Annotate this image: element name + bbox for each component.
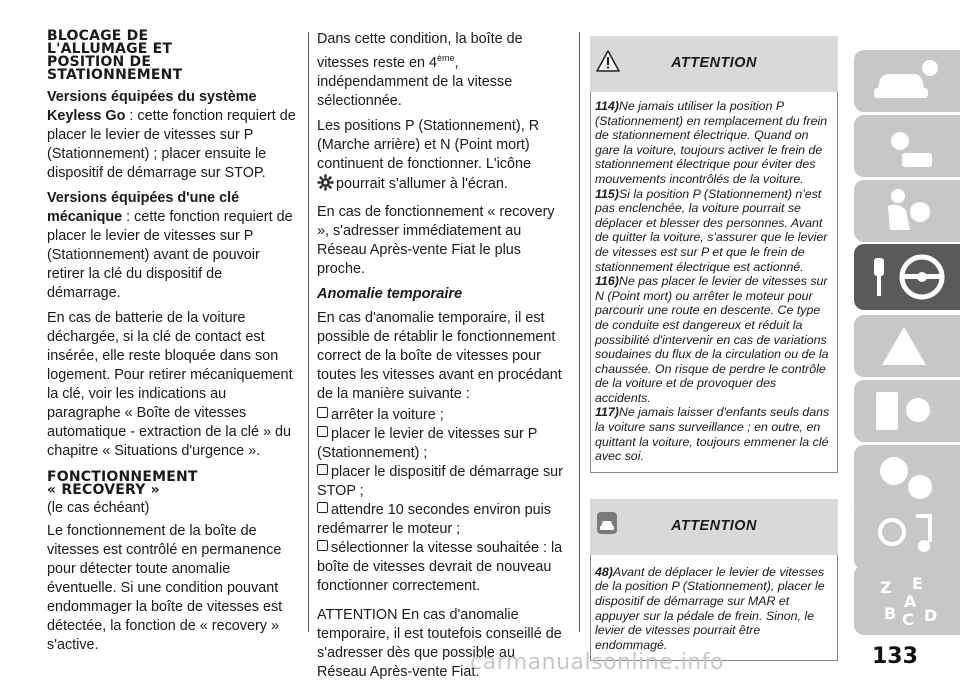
paragraph-temporary-anomaly: En cas d'anomalie temporaire, il est possible de rétablir le fonctionnement correct de la boîte de vitesses pour toutes les vitesses avant en procédant de la manière suivante : xyxy=(317,309,562,402)
warning-box-attention-1 xyxy=(590,36,838,473)
warning-item: 116)Ne pas placer le levier de vitesses sur N (Point mort) ou arrêter le moteur pour parcourir une route en descente. Ce type de conduite est dangereux et réduit la possibilité d'intervenir en cas de variations soudaines du flux de la circulation ou de la chaussée. On risque de perdre le contrôle de la voiture et de provoquer des accidents. xyxy=(595,274,829,405)
hazard-triangle-icon xyxy=(874,323,944,369)
warning-header xyxy=(590,36,838,92)
tab-multimedia[interactable] xyxy=(854,500,960,570)
gearbox-warning-icon xyxy=(317,174,334,197)
column-divider xyxy=(308,32,309,632)
paragraph-recovery: Le fonctionnement de la boîte de vitesses est contrôlé en permanence pour détecter toute anomalie éventuelle. Si une condition pouvant endommager la boîte de vitesses est détectée, la fonction de « recovery » s'active. xyxy=(47,523,283,653)
checkbox-bullet-icon xyxy=(317,540,328,551)
tab-emergency[interactable] xyxy=(854,315,960,377)
gears-icon xyxy=(872,451,942,507)
tab-vehicle-overview[interactable] xyxy=(854,50,960,112)
paragraph-attention-note: ATTENTION En cas d'anomalie temporaire, il est toutefois conseillé de s'adresser dès que possible au Réseau Après-vente Fiat. xyxy=(317,606,562,680)
tab-maintenance[interactable] xyxy=(854,380,960,442)
list-item: attendre 10 secondes environ puis redémarrer le moteur ; xyxy=(317,501,552,537)
tab-dashboard-lights[interactable] xyxy=(854,115,960,177)
section-heading-recovery: FONCTIONNEMENT « RECOVERY » xyxy=(47,469,198,498)
svg-text:A: A xyxy=(904,592,917,611)
page-number: 133 xyxy=(872,644,918,669)
warning-title: ATTENTION xyxy=(671,55,757,71)
warning-item: 117)Ne jamais laisser d'enfants seuls dans la voiture sans surveillance ; en outre, en quittant la voiture, toujours emmener la clé avec soi. xyxy=(595,405,830,464)
car-info-icon xyxy=(870,58,940,104)
paragraph-keyless-go: Versions équipées du système Keyless Go : cette fonction requiert de placer le levier de vitesses sur P (Stationnement) ; placer ensuite le dispositif de démarrage sur STOP. xyxy=(47,89,296,181)
column-left xyxy=(47,30,297,661)
column-right xyxy=(590,36,838,661)
svg-text:Z: Z xyxy=(880,578,892,597)
column-middle xyxy=(317,30,565,688)
list-item: arrêter la voiture ; xyxy=(317,406,565,425)
multimedia-icon xyxy=(872,508,942,562)
tab-index[interactable] xyxy=(854,565,960,635)
warning-title: ATTENTION xyxy=(671,517,757,534)
paragraph-recovery-contact: En cas de fonctionnement « recovery », s'adresser immédiatement au Réseau Après-vente Fiat le plus proche. xyxy=(317,203,555,277)
airbag-seatbelt-icon xyxy=(876,186,936,236)
warning-box-attention-2 xyxy=(590,499,838,662)
tab-starting-driving[interactable] xyxy=(854,244,960,310)
warning-body xyxy=(590,555,838,662)
list-item: sélectionner la vitesse souhaitée : la boîte de vitesses devrait de nouveau fonctionner correctement. xyxy=(317,539,563,594)
checkbox-bullet-icon xyxy=(317,426,328,437)
warning-body xyxy=(590,92,838,473)
svg-text:B: B xyxy=(884,604,897,623)
svg-text:E: E xyxy=(912,575,923,593)
warning-header xyxy=(590,499,838,555)
watermark: carmanualsonline.info xyxy=(470,650,724,675)
chapter-tabs xyxy=(854,0,960,678)
paragraph-battery: En cas de batterie de la voiture déchargée, si la clé de contact est insérée, elle reste bloquée dans son logement. Pour retirer mécaniquement la clé, voir les indications au paragraphe « Boîte de vitesses automatique - extraction de la clé » du chapitre « Situations d'urgence ». xyxy=(47,310,293,459)
paragraph-mechanical-key: Versions équipées d'une clé mécanique : cette fonction requiert de placer le levier de vitesses sur P (Stationnement) avant de pouvoir retirer la clé du dispositif de démarrage. xyxy=(47,190,293,301)
svg-text:D: D xyxy=(924,606,938,625)
section-heading-ignition-lock: BLOCAGE DE L'ALLUMAGE ET POSITION DE STATIONNEMENT xyxy=(47,28,183,83)
warning-item: 48)Avant de déplacer le levier de vitesses de la position P (Stationnement), placer le dispositif de démarrage sur MAR et appuyer sur la pédale de frein. Sinon, le levier de vitesses pourrait être endommagé. xyxy=(595,564,825,652)
tab-safety[interactable] xyxy=(854,180,960,242)
warning-lights-icon xyxy=(872,123,942,169)
subheading-if-equipped: (le cas échéant) xyxy=(47,500,150,516)
checkbox-bullet-icon xyxy=(317,464,328,475)
paragraph-fourth-gear: Dans cette condition, la boîte de vitesses reste en 4ème, indépendamment de la vitesse sélectionnée. xyxy=(317,31,523,109)
maintenance-icon xyxy=(872,386,942,436)
list-item: placer le levier de vitesses sur P (Stationnement) ; xyxy=(317,425,538,461)
paragraph-positions: Les positions P (Stationnement), R (Marche arrière) et N (Point mort) continuent de fonctionner. L'icône pourrait s'allumer à l'écran. xyxy=(317,117,565,197)
checkbox-bullet-icon xyxy=(317,407,328,418)
list-item: placer le dispositif de démarrage sur STOP ; xyxy=(317,463,563,499)
warning-item: 115)Si la position P (Stationnement) n'est pas enclenchée, la voiture pourrait se déplacer et blesser des personnes. Avant de quitter la voiture, s'assurer que le levier de vitesses est sur P et que le frein de stationnement électrique est actionné. xyxy=(595,186,828,274)
svg-text:C: C xyxy=(902,610,914,627)
steering-wheel-key-icon xyxy=(870,252,950,302)
column-divider xyxy=(579,32,580,632)
alphabetical-index-icon xyxy=(876,575,946,627)
checkbox-bullet-icon xyxy=(317,502,328,513)
warning-item: 114)Ne jamais utiliser la position P (Stationnement) en remplacement du frein de stationnement électrique. Quand on gare la voiture, toujours activer le frein de stationnement électrique pour éviter des mouvements incontrôlés de la voiture. xyxy=(595,99,828,186)
procedure-list xyxy=(317,406,565,596)
subheading-temporary-anomaly: Anomalie temporaire xyxy=(317,285,463,302)
